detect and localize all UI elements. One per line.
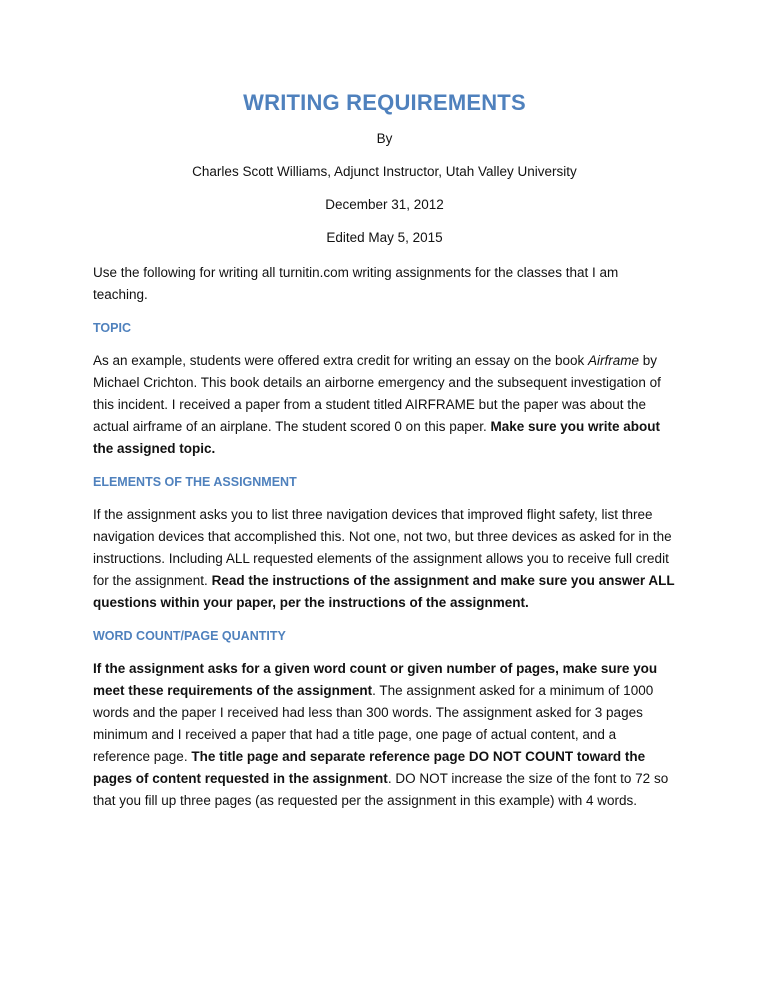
- topic-text-2: by Michael Crichton. This book details an airborne emergency and the subsequent investigation of this incident. I received a paper from a student titled AIRFRAME but the paper was about the actual airframe of an airplane. The student scored 0 on this paper.: [93, 353, 661, 434]
- elements-text-1: If the assignment asks you to list three navigation devices that improved flight safety, list three navigation devices that accomplished this. Not one, not two, but three devices as asked for in the instructions. Including ALL requested elements of the assignment allows you to receive full credit for the assignment.: [93, 507, 672, 588]
- date-line: December 31, 2012: [325, 197, 444, 212]
- word-count-heading: WORD COUNT/PAGE QUANTITY: [93, 629, 286, 643]
- book-title: Airframe: [588, 353, 640, 368]
- document-title: WRITING REQUIREMENTS: [243, 90, 526, 115]
- topic-text-1: As an example, students were offered extra credit for writing an essay on the book: [93, 353, 589, 368]
- intro-paragraph: Use the following for writing all turnitin.com writing assignments for the classes that I am teaching.: [93, 265, 619, 302]
- topic-paragraph: [93, 350, 676, 460]
- topic-emphasis: Make sure you write about the assigned topic.: [93, 419, 661, 456]
- word-count-text-2: . DO NOT increase the size of the font to 72 so that you fill up three pages (as requested per the assignment in this example) with 4 words.: [93, 771, 669, 808]
- elements-emphasis: Read the instructions of the assignment and make sure you answer ALL questions within your paper, per the instructions of the assignment.: [93, 573, 675, 610]
- byline-by: By: [376, 131, 393, 146]
- word-count-emphasis-1: If the assignment asks for a given word count or given number of pages, make sure you meet these requirements of the assignment: [93, 661, 658, 698]
- author-line: Charles Scott Williams, Adjunct Instructor, Utah Valley University: [192, 164, 577, 179]
- elements-heading: ELEMENTS OF THE ASSIGNMENT: [93, 475, 297, 489]
- elements-paragraph: [93, 504, 676, 614]
- word-count-text-1: . The assignment asked for a minimum of 1000 words and the paper I received had less than 300 words. The assignment asked for 3 pages minimum and I received a paper that had a title page, one page of actual content, and a reference page.: [93, 683, 654, 764]
- topic-heading: TOPIC: [93, 321, 131, 335]
- word-count-paragraph: [93, 658, 676, 812]
- word-count-emphasis-2: The title page and separate reference page DO NOT COUNT toward the pages of content requested in the assignment: [93, 749, 646, 786]
- edited-line: Edited May 5, 2015: [326, 230, 443, 245]
